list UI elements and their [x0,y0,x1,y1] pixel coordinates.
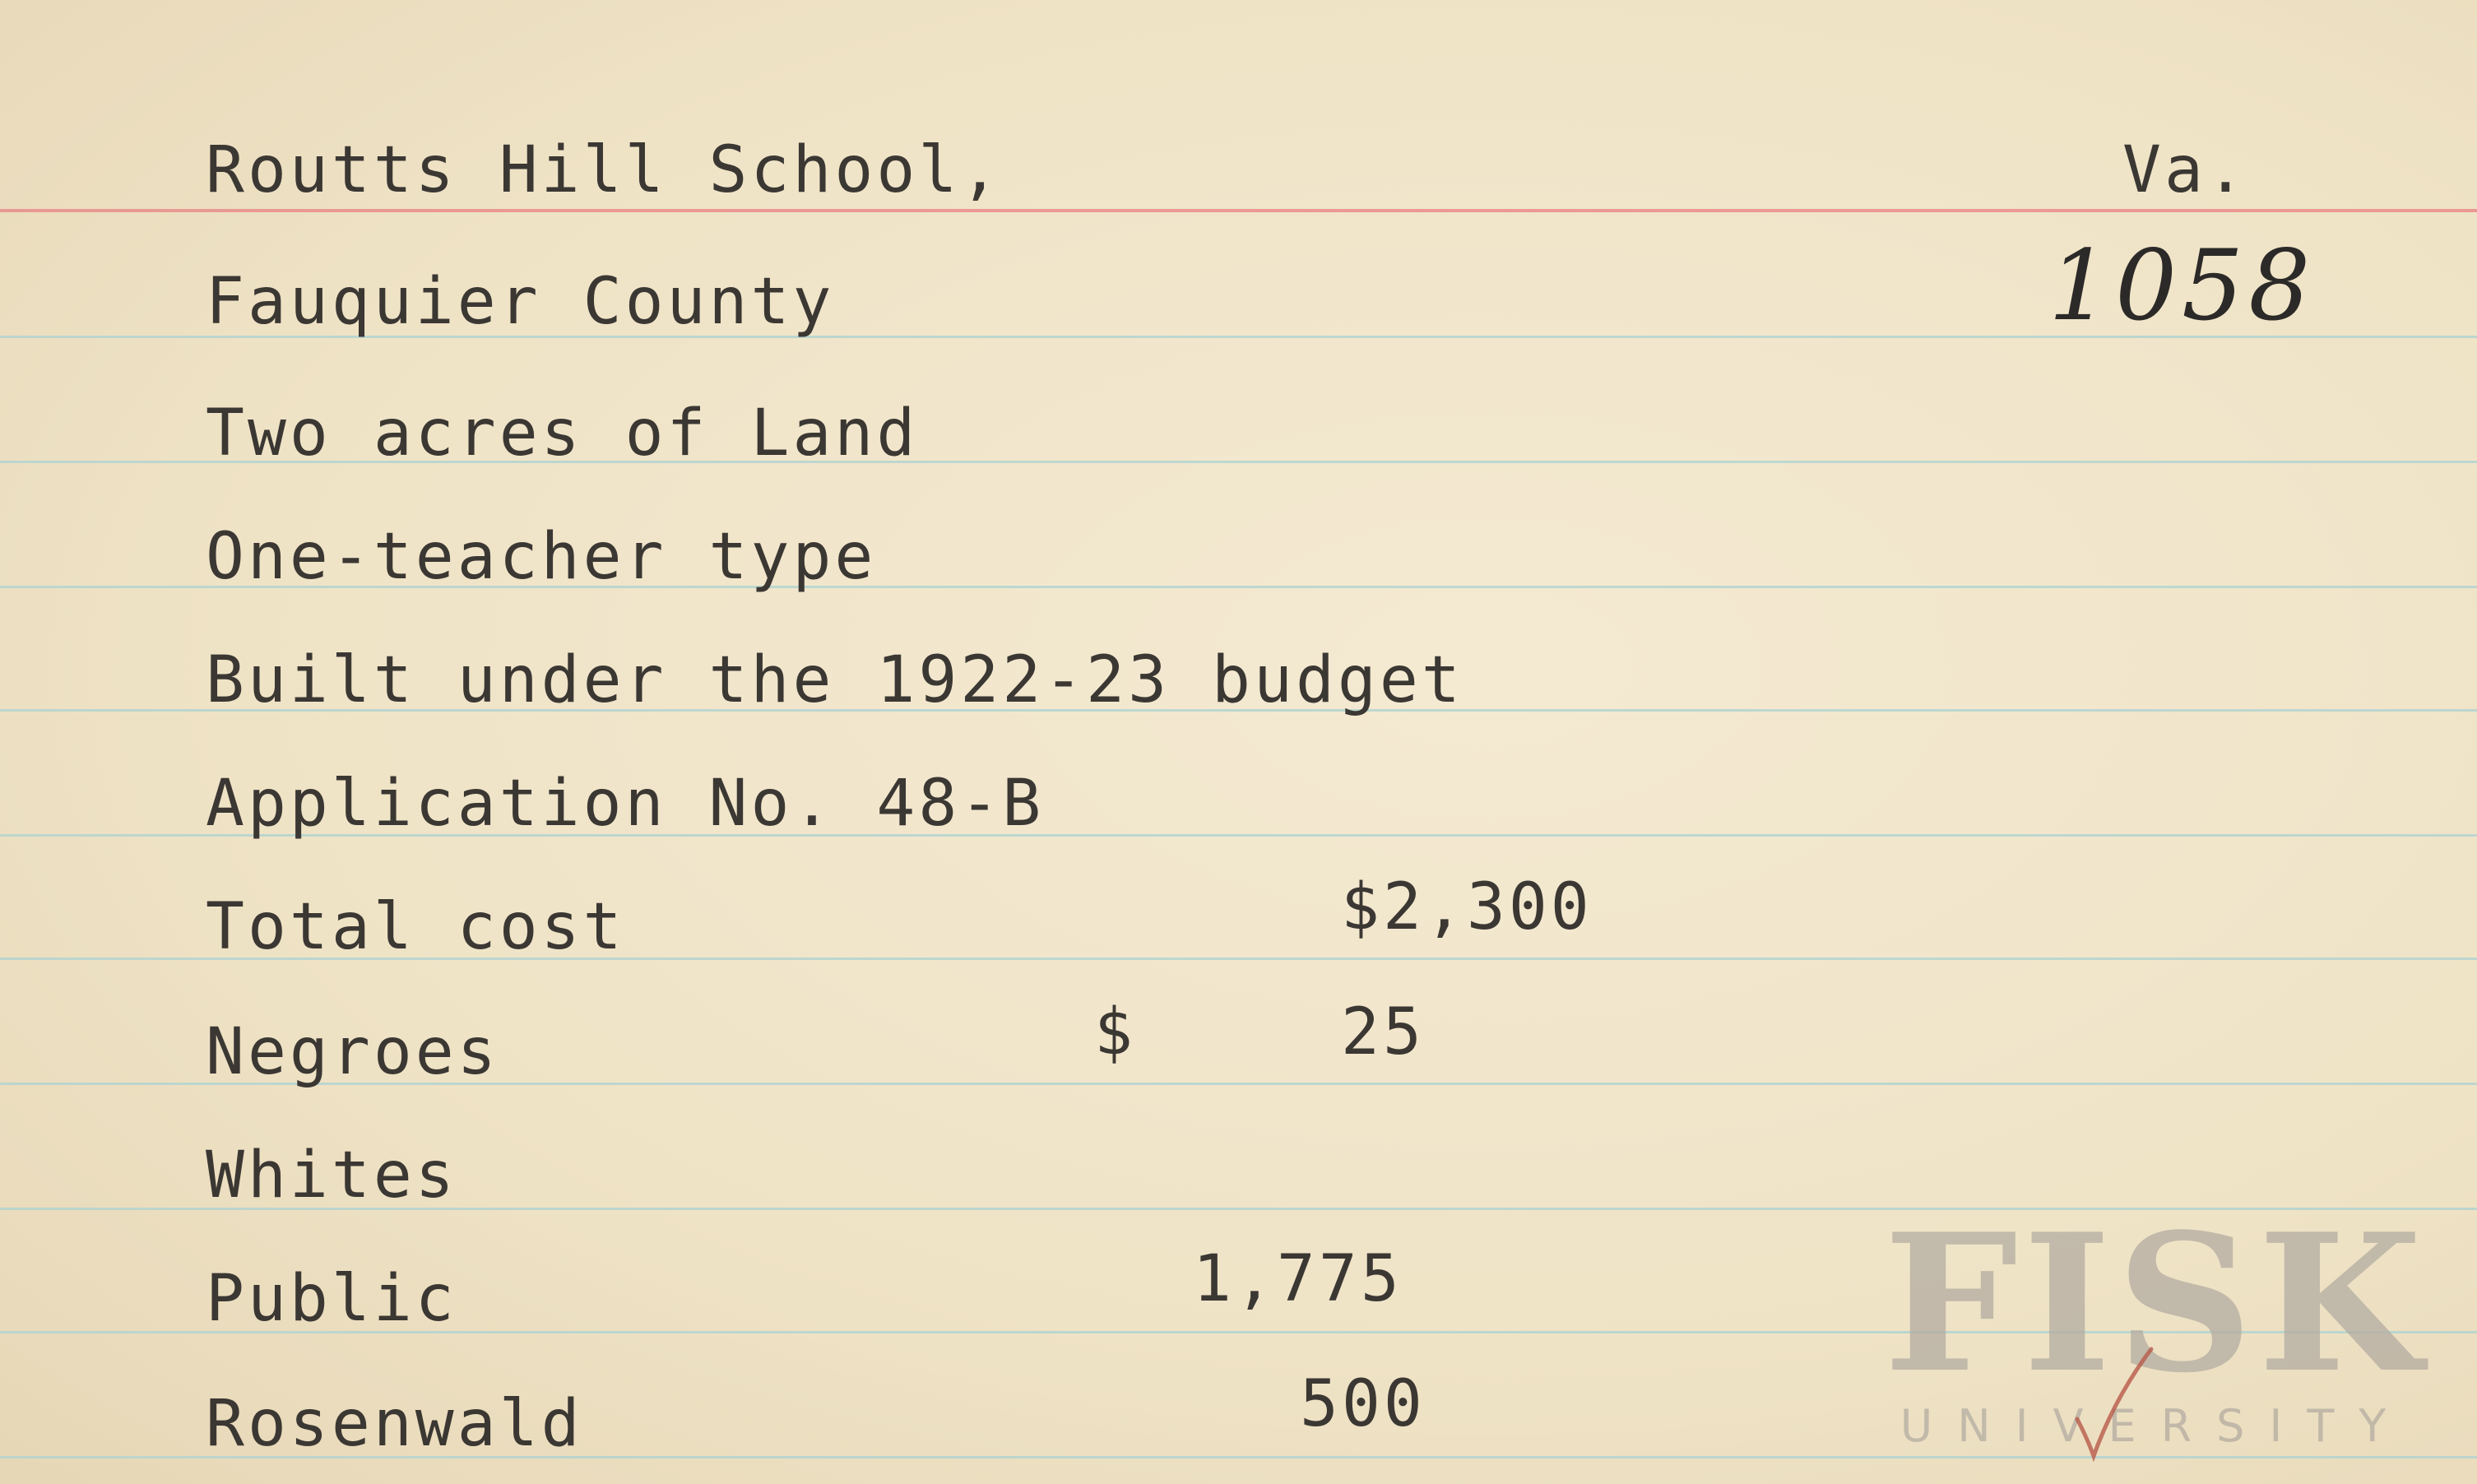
school-name: Routts Hill School, [206,133,1003,207]
rosenwald-label: Rosenwald [206,1387,583,1461]
whites-label: Whites [206,1139,457,1213]
negroes-value: 25 [1341,995,1425,1069]
rosenwald-value: 500 [1300,1367,1426,1441]
land-line: Two acres of Land [206,397,919,471]
county-line: Fauquier County [206,265,835,339]
application-line: Application No. 48-B [206,767,1045,841]
red-check-mark-icon [2069,1341,2159,1464]
negroes-dollar-sign: $ [1094,995,1136,1069]
public-label: Public [206,1262,457,1336]
budget-line: Built under the 1922-23 budget [206,643,1463,717]
type-line: One-teacher type [206,520,877,594]
watermark-name: FISK [1883,1193,2428,1415]
total-cost-value: $2,300 [1341,870,1593,944]
public-value: 1,775 [1193,1242,1403,1316]
negroes-label: Negroes [206,1015,499,1089]
card-number-handwritten: 1058 [2048,229,2316,342]
total-cost-label: Total cost [206,890,625,964]
watermark-subtitle: UNIVERSITY [1899,1400,2411,1452]
state-abbrev: Va. [2122,133,2248,207]
header-red-rule [0,209,2477,212]
